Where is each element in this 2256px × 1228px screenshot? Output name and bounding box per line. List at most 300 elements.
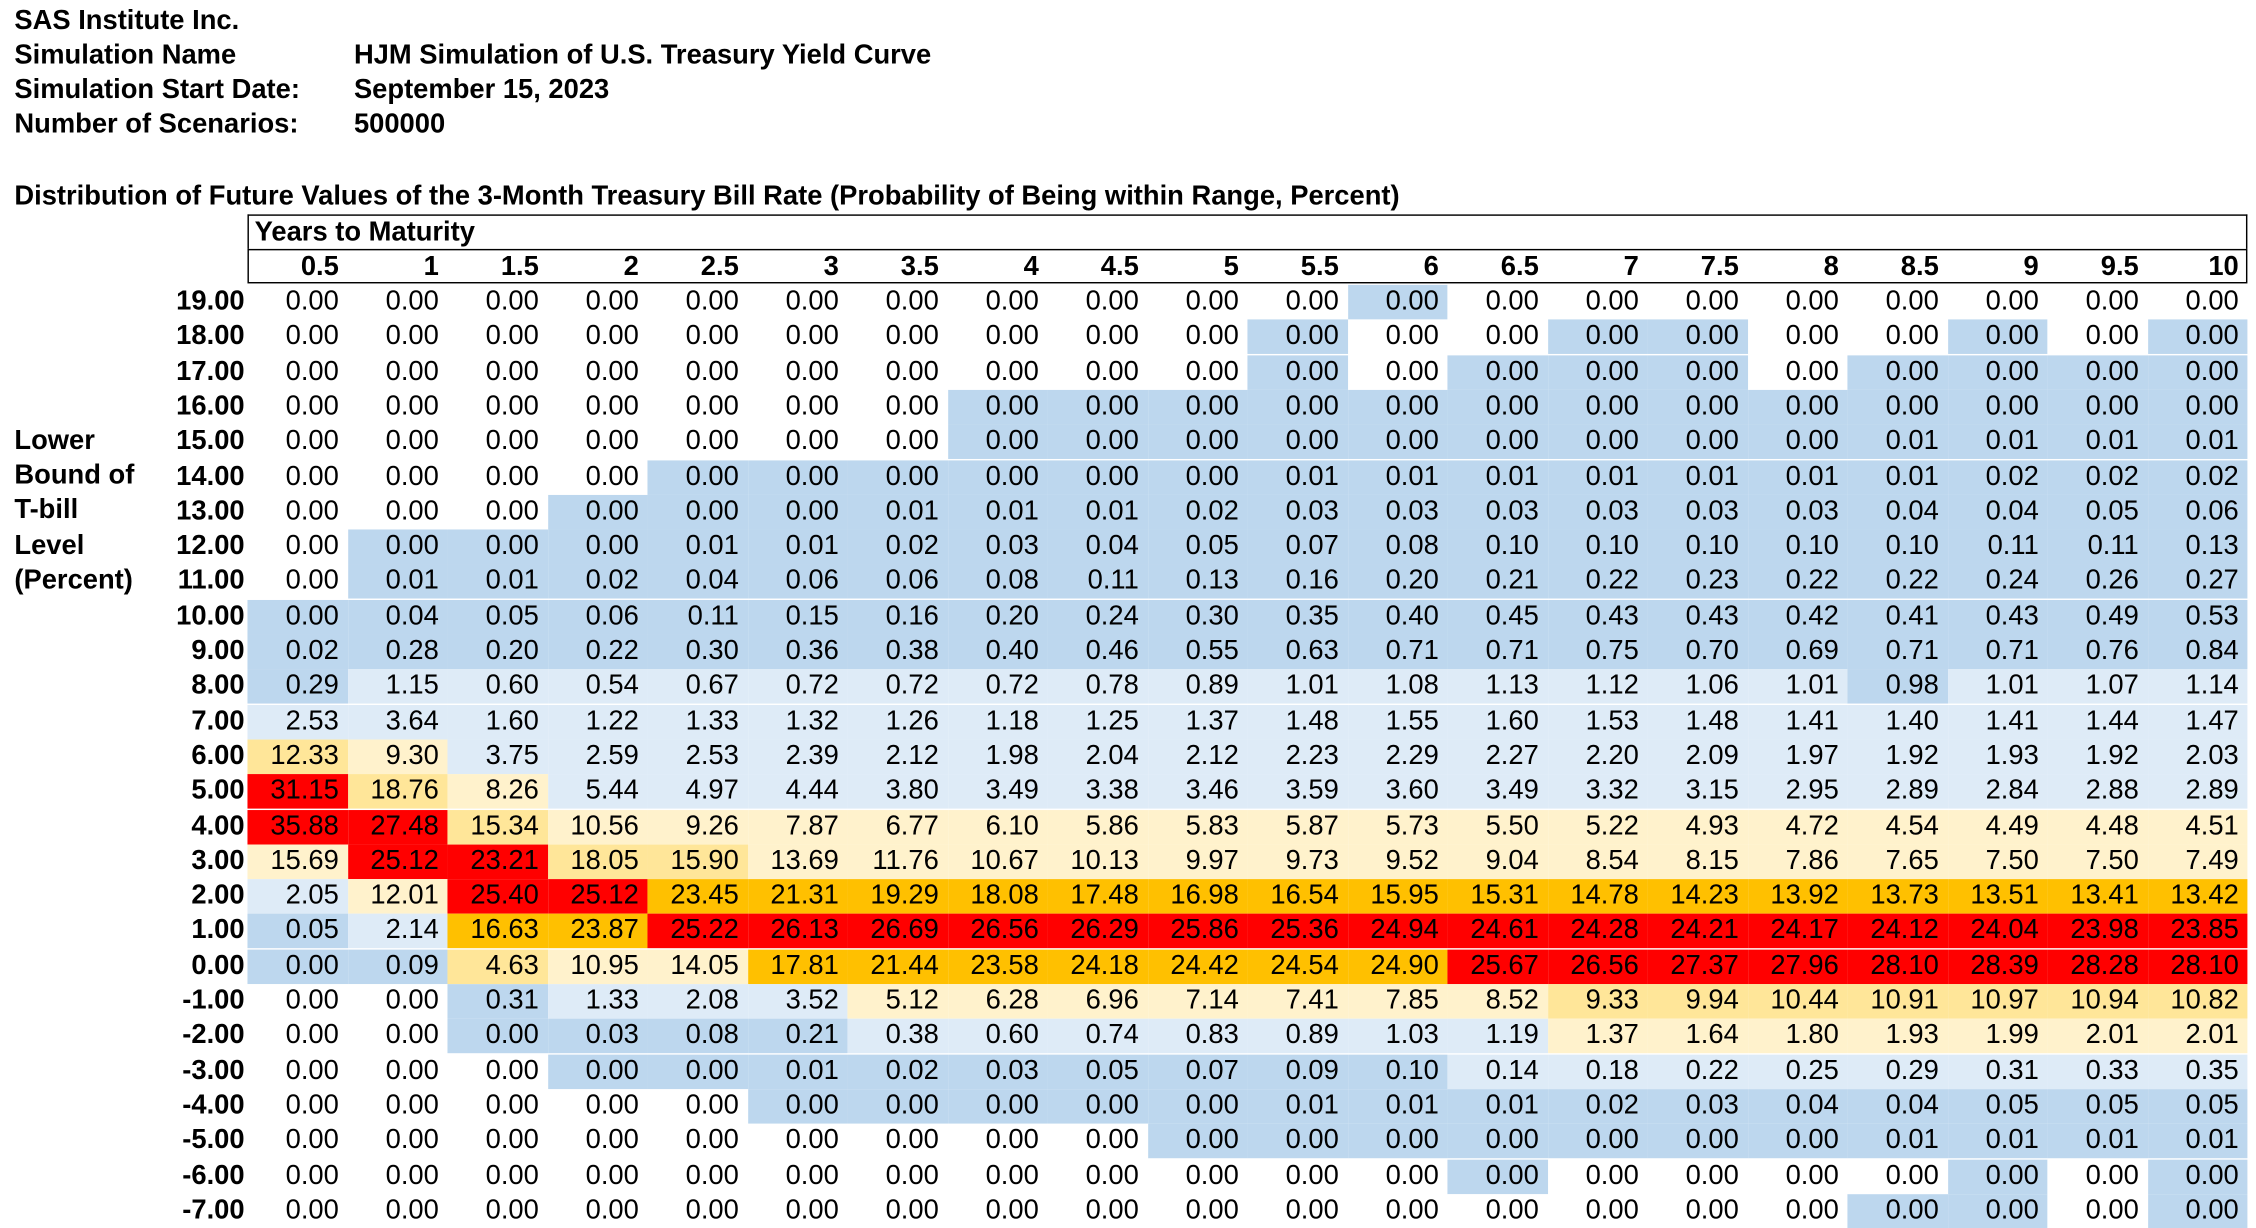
- table-cell: 0.00: [347, 285, 447, 320]
- table-cell: 0.00: [1947, 390, 2047, 425]
- table-cell: 0.26: [2047, 565, 2147, 600]
- table-cell: 0.00: [647, 285, 747, 320]
- table-cell: 1.53: [1547, 704, 1647, 739]
- table-cell: 0.00: [447, 1194, 547, 1228]
- table-cell: 0.01: [2147, 1124, 2247, 1159]
- table-cell: 0.00: [547, 355, 647, 390]
- row-header--3.00: -3.00: [182, 1055, 245, 1086]
- table-cell: 0.00: [1247, 320, 1347, 355]
- table-cell: 2.95: [1747, 774, 1847, 809]
- table-cell: 0.00: [747, 320, 847, 355]
- row-header-19.00: 19.00: [176, 286, 245, 317]
- table-cell: 0.00: [747, 285, 847, 320]
- table-cell: 0.00: [247, 565, 347, 600]
- table-cell: 0.02: [1547, 1089, 1647, 1124]
- table-cell: 8.15: [1647, 844, 1747, 879]
- table-cell: 0.06: [547, 600, 647, 635]
- table-cell: 0.00: [1347, 425, 1447, 460]
- table-cell: 0.00: [1047, 285, 1147, 320]
- table-cell: 0.00: [1247, 390, 1347, 425]
- table-cell: 0.05: [1947, 1089, 2047, 1124]
- table-cell: 0.00: [447, 285, 547, 320]
- table-cell: 4.49: [1947, 809, 2047, 844]
- table-cell: 2.03: [2147, 739, 2247, 774]
- table-cell: 0.00: [1447, 1194, 1547, 1228]
- table-cell: 0.00: [547, 390, 647, 425]
- table-cell: 17.81: [747, 949, 847, 984]
- table-cell: 0.71: [1347, 635, 1447, 670]
- table-cell: 1.60: [447, 704, 547, 739]
- table-cell: 0.00: [1947, 320, 2047, 355]
- table-cell: 0.00: [747, 495, 847, 530]
- table-cell: 9.52: [1347, 844, 1447, 879]
- table-cell: 0.53: [2147, 600, 2247, 635]
- table-cell: 0.00: [2147, 285, 2247, 320]
- table-cell: 10.67: [947, 844, 1047, 879]
- table-cell: 0.43: [1647, 600, 1747, 635]
- table-cell: 0.04: [1847, 495, 1947, 530]
- table-cell: 1.08: [1347, 669, 1447, 704]
- table-cell: 3.32: [1547, 774, 1647, 809]
- table-cell: 0.04: [1847, 1089, 1947, 1124]
- table-cell: 0.00: [547, 285, 647, 320]
- table-cell: 0.03: [1247, 495, 1347, 530]
- table-cell: 0.00: [1747, 1124, 1847, 1159]
- table-cell: 0.13: [2147, 530, 2247, 565]
- row-axis-label-line-5: (Percent): [14, 565, 133, 596]
- table-cell: 1.93: [1947, 739, 2047, 774]
- table-cell: 0.71: [1447, 635, 1547, 670]
- table-cell: 0.00: [747, 460, 847, 495]
- table-cell: 0.24: [1047, 600, 1147, 635]
- table-cell: 0.00: [247, 1124, 347, 1159]
- table-cell: 0.00: [1147, 1159, 1247, 1194]
- table-cell: 21.44: [847, 949, 947, 984]
- table-cell: 0.40: [947, 635, 1047, 670]
- table-cell: 0.00: [1747, 320, 1847, 355]
- table-cell: 0.05: [2147, 1089, 2247, 1124]
- table-cell: 7.87: [747, 809, 847, 844]
- table-cell: 0.11: [2047, 530, 2147, 565]
- table-cell: 0.72: [747, 669, 847, 704]
- table-cell: 19.29: [847, 879, 947, 914]
- row-header-3.00: 3.00: [191, 845, 245, 876]
- table-cell: 0.00: [247, 425, 347, 460]
- table-cell: 0.01: [1547, 460, 1647, 495]
- table-cell: 7.86: [1747, 844, 1847, 879]
- table-cell: 0.71: [1847, 635, 1947, 670]
- table-cell: 0.04: [1947, 495, 2047, 530]
- table-cell: 0.00: [1047, 1089, 1147, 1124]
- table-cell: 24.17: [1747, 914, 1847, 949]
- table-cell: 0.01: [1847, 425, 1947, 460]
- table-cell: 0.00: [1947, 285, 2047, 320]
- table-cell: 0.00: [1047, 320, 1147, 355]
- table-cell: 0.00: [347, 1089, 447, 1124]
- row-header--2.00: -2.00: [182, 1020, 245, 1051]
- table-cell: 7.65: [1847, 844, 1947, 879]
- table-cell: 0.43: [1947, 600, 2047, 635]
- table-cell: 24.28: [1547, 914, 1647, 949]
- table-cell: 0.16: [847, 600, 947, 635]
- table-cell: 9.73: [1247, 844, 1347, 879]
- table-cell: 0.05: [447, 600, 547, 635]
- table-cell: 0.01: [2047, 425, 2147, 460]
- table-cell: 0.00: [1247, 425, 1347, 460]
- table-cell: 26.56: [947, 914, 1047, 949]
- table-cell: 6.77: [847, 809, 947, 844]
- table-cell: 0.00: [647, 495, 747, 530]
- years-to-maturity-label: Years to Maturity: [254, 217, 475, 248]
- row-header-17.00: 17.00: [176, 356, 245, 387]
- table-cell: 0.00: [547, 1194, 647, 1228]
- table-cell: 0.03: [547, 1019, 647, 1054]
- table-cell: 3.80: [847, 774, 947, 809]
- table-cell: 1.25: [1047, 704, 1147, 739]
- table-cell: 0.09: [1247, 1054, 1347, 1089]
- table-cell: 0.00: [747, 1089, 847, 1124]
- table-cell: 0.03: [947, 530, 1047, 565]
- table-cell: 0.10: [1747, 530, 1847, 565]
- table-cell: 23.98: [2047, 914, 2147, 949]
- table-cell: 0.00: [1447, 285, 1547, 320]
- table-cell: 24.42: [1147, 949, 1247, 984]
- table-cell: 2.27: [1447, 739, 1547, 774]
- table-cell: 5.73: [1347, 809, 1447, 844]
- table-cell: 0.03: [1647, 1089, 1747, 1124]
- table-cell: 14.23: [1647, 879, 1747, 914]
- table-cell: 24.21: [1647, 914, 1747, 949]
- table-cell: 13.42: [2147, 879, 2247, 914]
- table-cell: 0.00: [1547, 425, 1647, 460]
- table-cell: 24.12: [1847, 914, 1947, 949]
- table-cell: 2.05: [247, 879, 347, 914]
- table-cell: 13.41: [2047, 879, 2147, 914]
- column-header-6: 6: [1423, 251, 1439, 283]
- table-cell: 2.04: [1047, 739, 1147, 774]
- table-cell: 0.00: [947, 355, 1047, 390]
- table-cell: 23.85: [2147, 914, 2247, 949]
- table-cell: 28.39: [1947, 949, 2047, 984]
- table-cell: 2.59: [547, 739, 647, 774]
- table-cell: 10.94: [2047, 984, 2147, 1019]
- table-cell: 23.21: [447, 844, 547, 879]
- table-cell: 24.18: [1047, 949, 1147, 984]
- table-cell: 4.44: [747, 774, 847, 809]
- table-cell: 1.12: [1547, 669, 1647, 704]
- row-header-11.00: 11.00: [177, 566, 245, 597]
- row-header-4.00: 4.00: [191, 810, 245, 841]
- table-cell: 0.00: [1647, 320, 1747, 355]
- table-cell: 0.00: [647, 1159, 747, 1194]
- table-cell: 0.00: [847, 390, 947, 425]
- table-cell: 0.00: [1347, 285, 1447, 320]
- table-cell: 0.00: [1747, 355, 1847, 390]
- company-name: SAS Institute Inc.: [14, 5, 240, 36]
- table-cell: 0.02: [547, 565, 647, 600]
- table-cell: 2.88: [2047, 774, 2147, 809]
- table-cell: 0.00: [447, 1089, 547, 1124]
- table-cell: 0.00: [2047, 285, 2147, 320]
- table-cell: 0.60: [447, 669, 547, 704]
- row-axis-label-line-3: T-bill: [14, 494, 79, 526]
- table-cell: 1.26: [847, 704, 947, 739]
- table-cell: 0.71: [1947, 635, 2047, 670]
- table-cell: 1.93: [1847, 1019, 1947, 1054]
- table-cell: 2.89: [2147, 774, 2247, 809]
- table-cell: 0.60: [947, 1019, 1047, 1054]
- table-cell: 3.60: [1347, 774, 1447, 809]
- table-cell: 0.00: [247, 1019, 347, 1054]
- table-cell: 0.30: [647, 635, 747, 670]
- table-cell: 0.72: [847, 669, 947, 704]
- table-cell: 17.48: [1047, 879, 1147, 914]
- table-cell: 0.02: [247, 635, 347, 670]
- table-cell: 1.55: [1347, 704, 1447, 739]
- column-header-1: 1: [423, 251, 439, 283]
- table-cell: 0.00: [1347, 355, 1447, 390]
- table-cell: 0.00: [847, 425, 947, 460]
- table-cell: 0.00: [1047, 460, 1147, 495]
- table-cell: 0.00: [547, 425, 647, 460]
- table-cell: 5.86: [1047, 809, 1147, 844]
- table-cell: 0.03: [1747, 495, 1847, 530]
- table-cell: 2.84: [1947, 774, 2047, 809]
- table-cell: 35.88: [247, 809, 347, 844]
- table-cell: 0.00: [2147, 1159, 2247, 1194]
- table-cell: 0.02: [1147, 495, 1247, 530]
- table-cell: 0.00: [247, 495, 347, 530]
- table-cell: 0.00: [2047, 390, 2147, 425]
- table-cell: 0.00: [2047, 355, 2147, 390]
- table-cell: 0.09: [347, 949, 447, 984]
- table-cell: 0.40: [1347, 600, 1447, 635]
- table-cell: 0.00: [1947, 1194, 2047, 1228]
- table-cell: 0.06: [2147, 495, 2247, 530]
- table-cell: 1.44: [2047, 704, 2147, 739]
- table-cell: 1.01: [1947, 669, 2047, 704]
- table-cell: 0.01: [1447, 1089, 1547, 1124]
- table-cell: 0.29: [1847, 1054, 1947, 1089]
- table-cell: 3.49: [947, 774, 1047, 809]
- table-cell: 0.00: [1847, 1194, 1947, 1228]
- table-cell: 0.01: [1847, 460, 1947, 495]
- table-cell: 0.00: [847, 355, 947, 390]
- table-cell: 0.00: [347, 1159, 447, 1194]
- row-header-16.00: 16.00: [176, 391, 245, 422]
- table-cell: 0.00: [547, 1089, 647, 1124]
- table-cell: 0.76: [2047, 635, 2147, 670]
- row-axis-label-line-1: Lower: [14, 425, 95, 457]
- table-cell: 0.00: [347, 530, 447, 565]
- table-cell: 0.67: [647, 669, 747, 704]
- table-cell: 0.78: [1047, 669, 1147, 704]
- table-cell: 0.01: [2047, 1124, 2147, 1159]
- table-cell: 0.38: [847, 635, 947, 670]
- table-cell: 0.08: [1347, 530, 1447, 565]
- table-cell: 28.28: [2047, 949, 2147, 984]
- table-cell: 1.07: [2047, 669, 2147, 704]
- table-cell: 0.00: [647, 390, 747, 425]
- table-cell: 0.21: [1447, 565, 1547, 600]
- table-cell: 23.58: [947, 949, 1047, 984]
- table-cell: 1.92: [2047, 739, 2147, 774]
- row-axis-label-line-2: Bound of: [14, 460, 135, 491]
- table-cell: 2.23: [1247, 739, 1347, 774]
- table-cell: 0.00: [1647, 390, 1747, 425]
- table-cell: 18.08: [947, 879, 1047, 914]
- table-cell: 0.00: [247, 1054, 347, 1089]
- table-cell: 0.10: [1547, 530, 1647, 565]
- table-cell: 0.00: [247, 1159, 347, 1194]
- table-cell: 10.91: [1847, 984, 1947, 1019]
- table-cell: 2.09: [1647, 739, 1747, 774]
- table-cell: 0.04: [647, 565, 747, 600]
- table-cell: 0.00: [547, 460, 647, 495]
- table-cell: 26.13: [747, 914, 847, 949]
- row-header-13.00: 13.00: [176, 496, 245, 527]
- table-cell: 0.00: [1547, 1159, 1647, 1194]
- scenarios-value: 500000: [353, 109, 446, 140]
- table-cell: 8.54: [1547, 844, 1647, 879]
- table-cell: 26.29: [1047, 914, 1147, 949]
- table-cell: 24.54: [1247, 949, 1347, 984]
- table-cell: 4.54: [1847, 809, 1947, 844]
- table-cell: 0.23: [1647, 565, 1747, 600]
- table-cell: 0.00: [947, 460, 1047, 495]
- table-cell: 0.01: [1347, 460, 1447, 495]
- table-cell: 0.01: [747, 530, 847, 565]
- table-cell: 0.18: [1547, 1054, 1647, 1089]
- table-cell: 0.03: [1647, 495, 1747, 530]
- table-cell: 25.12: [347, 844, 447, 879]
- table-cell: 9.04: [1447, 844, 1547, 879]
- table-cell: 0.00: [1647, 285, 1747, 320]
- table-cell: 9.97: [1147, 844, 1247, 879]
- table-cell: 0.49: [2047, 600, 2147, 635]
- table-cell: 2.29: [1347, 739, 1447, 774]
- table-cell: 23.87: [547, 914, 647, 949]
- table-cell: 0.06: [847, 565, 947, 600]
- row-header-7.00: 7.00: [191, 705, 245, 737]
- start-date-value: September 15, 2023: [353, 74, 610, 106]
- table-cell: 0.00: [447, 530, 547, 565]
- table-cell: 0.00: [247, 460, 347, 495]
- table-cell: 0.04: [347, 600, 447, 635]
- table-cell: 0.54: [547, 669, 647, 704]
- table-cell: 0.63: [1247, 635, 1347, 670]
- table-cell: 0.00: [1147, 1089, 1247, 1124]
- table-cell: 1.37: [1547, 1019, 1647, 1054]
- table-cell: 0.00: [547, 1054, 647, 1089]
- table-cell: 16.63: [447, 914, 547, 949]
- table-cell: 3.75: [447, 739, 547, 774]
- table-cell: 4.63: [447, 949, 547, 984]
- table-cell: 0.14: [1447, 1054, 1547, 1089]
- table-cell: 0.00: [1547, 285, 1647, 320]
- table-cell: 0.00: [1447, 355, 1547, 390]
- table-cell: 0.98: [1847, 669, 1947, 704]
- table-cell: 27.37: [1647, 949, 1747, 984]
- table-cell: 0.00: [847, 1194, 947, 1228]
- table-cell: 0.01: [747, 1054, 847, 1089]
- table-cell: 1.06: [1647, 669, 1747, 704]
- table-cell: 7.50: [2047, 844, 2147, 879]
- row-header-9.00: 9.00: [191, 635, 245, 667]
- table-cell: 0.00: [1547, 320, 1647, 355]
- table-cell: 2.01: [2047, 1019, 2147, 1054]
- table-cell: 3.49: [1447, 774, 1547, 809]
- table-cell: 0.08: [947, 565, 1047, 600]
- table-cell: 9.26: [647, 809, 747, 844]
- row-header-18.00: 18.00: [176, 321, 245, 352]
- table-cell: 0.00: [347, 1124, 447, 1159]
- table-cell: 1.32: [747, 704, 847, 739]
- table-cell: 0.00: [747, 355, 847, 390]
- table-cell: 0.05: [2047, 495, 2147, 530]
- table-cell: 0.01: [1847, 1124, 1947, 1159]
- table-cell: 0.00: [247, 390, 347, 425]
- table-cell: 10.82: [2147, 984, 2247, 1019]
- table-cell: 0.00: [1247, 1194, 1347, 1228]
- table-cell: 1.41: [1747, 704, 1847, 739]
- table-cell: 15.34: [447, 809, 547, 844]
- table-cell: 8.26: [447, 774, 547, 809]
- table-cell: 7.85: [1347, 984, 1447, 1019]
- table-cell: 0.00: [247, 530, 347, 565]
- row-header-15.00: 15.00: [176, 426, 245, 457]
- table-cell: 0.06: [747, 565, 847, 600]
- table-cell: 0.07: [1147, 1054, 1247, 1089]
- table-cell: 0.05: [247, 914, 347, 949]
- table-cell: 1.33: [547, 984, 647, 1019]
- table-cell: 16.98: [1147, 879, 1247, 914]
- table-cell: 0.00: [1047, 355, 1147, 390]
- table-cell: 0.33: [2047, 1054, 2147, 1089]
- table-cell: 0.00: [247, 285, 347, 320]
- table-cell: 27.96: [1747, 949, 1847, 984]
- table-cell: 0.00: [1147, 285, 1247, 320]
- table-cell: 0.00: [647, 1089, 747, 1124]
- table-cell: 0.04: [1747, 1089, 1847, 1124]
- table-cell: 25.40: [447, 879, 547, 914]
- table-cell: 1.47: [2147, 704, 2247, 739]
- column-header-5: 5: [1223, 251, 1239, 283]
- table-cell: 0.35: [1247, 600, 1347, 635]
- table-cell: 0.00: [247, 1194, 347, 1228]
- table-cell: 0.00: [747, 1159, 847, 1194]
- table-cell: 0.01: [347, 565, 447, 600]
- table-cell: 0.01: [1247, 1089, 1347, 1124]
- table-cell: 0.22: [1747, 565, 1847, 600]
- table-cell: 13.51: [1947, 879, 2047, 914]
- table-cell: 0.00: [1847, 285, 1947, 320]
- table-cell: 15.90: [647, 844, 747, 879]
- table-cell: 2.89: [1847, 774, 1947, 809]
- years-to-maturity-header: [247, 214, 2247, 249]
- table-cell: 0.04: [1047, 530, 1147, 565]
- table-cell: 0.00: [247, 1089, 347, 1124]
- table-cell: 0.38: [847, 1019, 947, 1054]
- table-cell: 0.00: [1147, 425, 1247, 460]
- table-cell: 31.15: [247, 774, 347, 809]
- table-cell: 0.00: [747, 390, 847, 425]
- table-cell: 0.29: [247, 669, 347, 704]
- table-cell: 1.48: [1247, 704, 1347, 739]
- table-cell: 3.59: [1247, 774, 1347, 809]
- table-cell: 0.10: [1647, 530, 1747, 565]
- table-cell: 4.51: [2147, 809, 2247, 844]
